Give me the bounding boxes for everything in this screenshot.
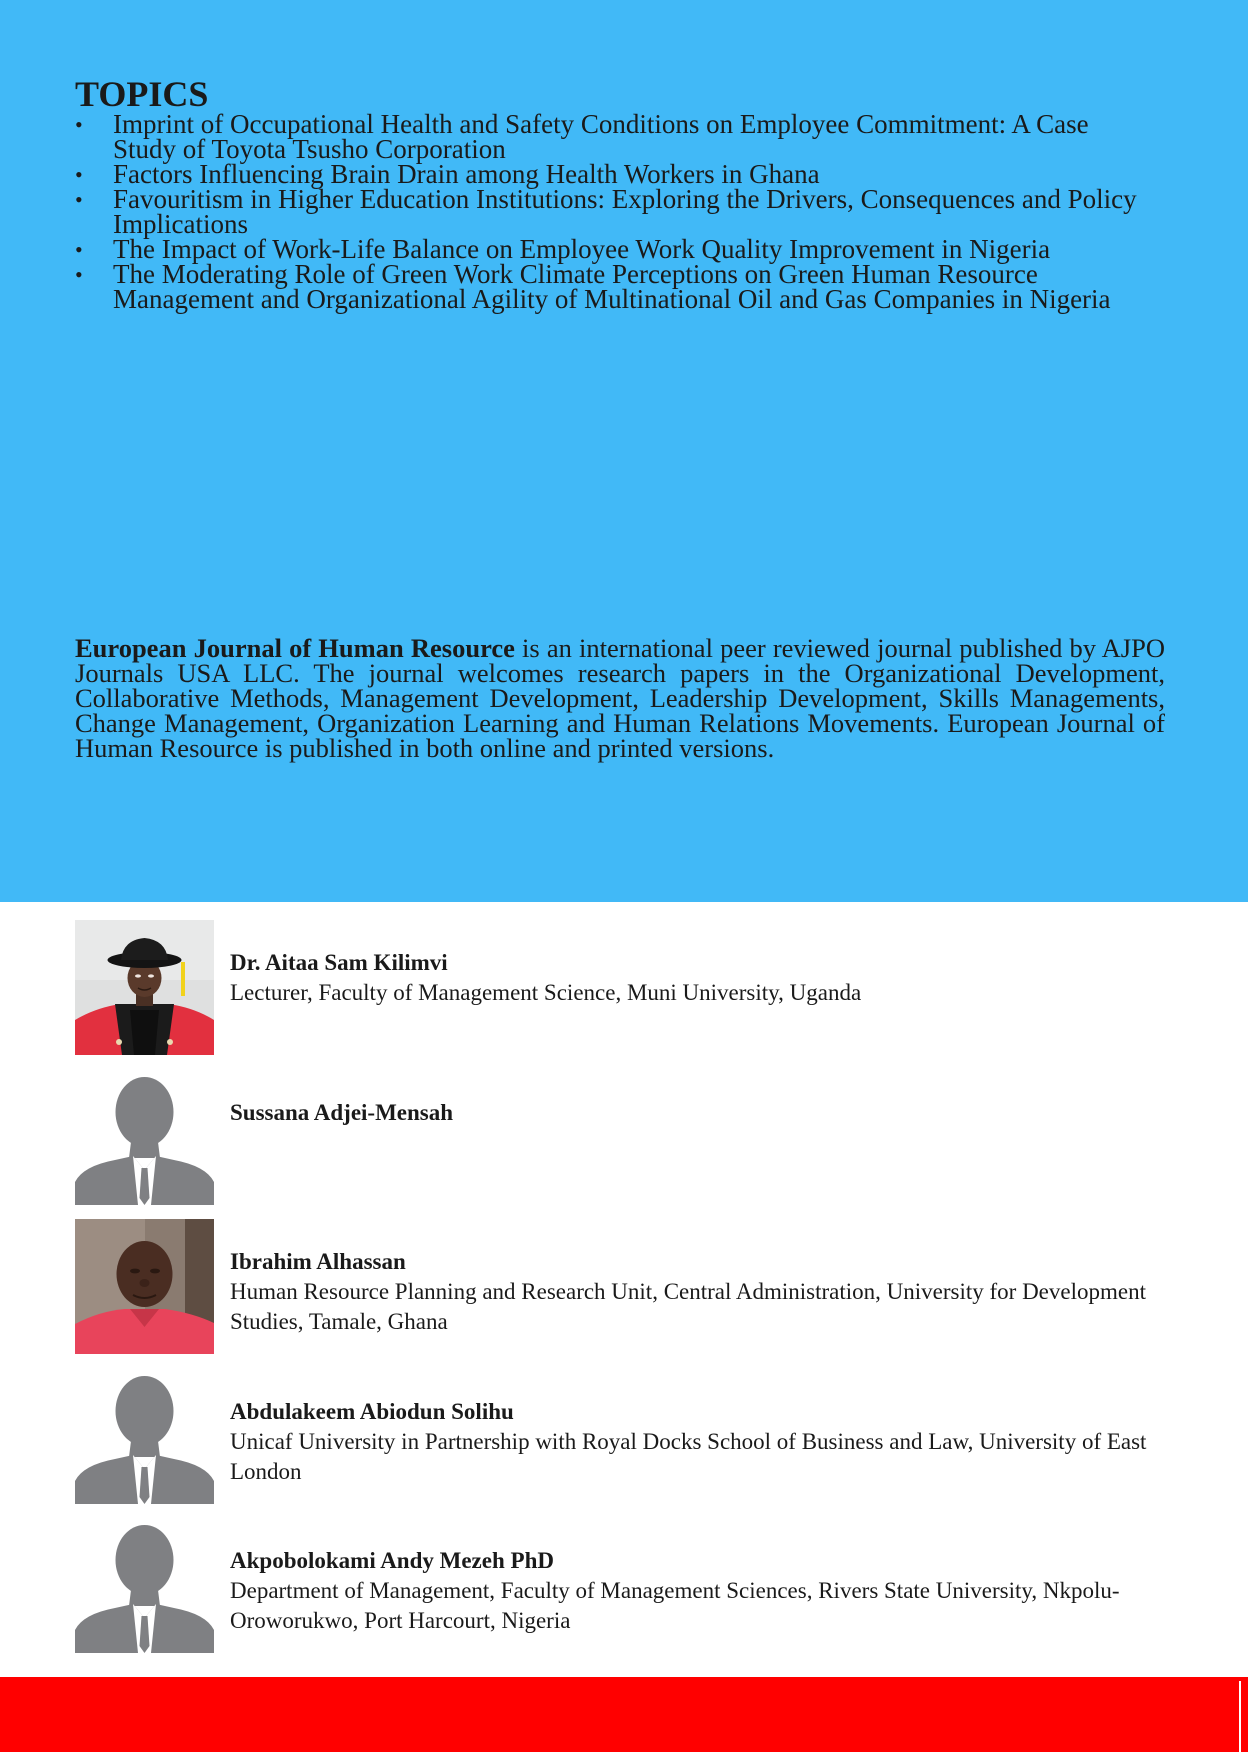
person-silhouette-icon: [75, 1369, 214, 1504]
footer-band: [0, 1677, 1248, 1752]
topic-item: • The Moderating Role of Green Work Climate Perceptions on Green Human Resource Management and Organizational Agility of Multinational Oil and Gas Companies in Nigeria: [75, 259, 1111, 314]
topics-list: [75, 109, 1155, 314]
author-card: [75, 1369, 1175, 1505]
author-photo: [75, 1518, 214, 1653]
author-card: [75, 1518, 1175, 1654]
author-card: [75, 920, 1175, 1056]
journal-description: [75, 633, 1166, 763]
topic-item: • The Impact of Work-Life Balance on Employee Work Quality Improvement in Nigeria: [75, 234, 1051, 264]
author-photo: [75, 920, 214, 1055]
author-info: [230, 1546, 1160, 1636]
topic-item: • Factors Influencing Brain Drain among Health Workers in Ghana: [75, 159, 820, 189]
author-name: Abdulakeem Abiodun Solihu: [230, 1399, 514, 1424]
bullet-icon: •: [75, 112, 83, 137]
graduation-portrait-icon: [75, 920, 214, 1055]
topic-item: • Favouritism in Higher Education Institutions: Exploring the Drivers, Consequences and Policy Implications: [75, 184, 1137, 239]
author-affiliation: Department of Management, Faculty of Management Sciences, Rivers State University, Nkpolu-Oroworukwo, Port Harcourt, Nigeria: [230, 1578, 1120, 1633]
author-card: [75, 1219, 1175, 1355]
journal-description-text: is an international peer reviewed journal published by AJPO Journals USA LLC. The journal welcomes research papers in the Organizational Development, Collaborative Methods, Management Development, Leadership Development, Skills Managements, Change Management, Organization Learning and Human Relations Movements. European Journal of Human Resource is published in both online and printed versions.: [75, 633, 1166, 763]
author-info: [230, 1247, 1160, 1337]
bullet-icon: •: [75, 237, 83, 262]
bullet-icon: •: [75, 187, 83, 212]
author-photo: [75, 1369, 214, 1504]
topic-item: • Imprint of Occupational Health and Safety Conditions on Employee Commitment: A Case Study of Toyota Tsusho Corporation: [75, 109, 1089, 164]
author-affiliation: Lecturer, Faculty of Management Science, Muni University, Uganda: [230, 980, 862, 1005]
bullet-icon: •: [75, 262, 83, 287]
author-name: Ibrahim Alhassan: [230, 1249, 406, 1274]
journal-name: European Journal of Human Resource: [75, 633, 515, 663]
author-photo: [75, 1070, 214, 1205]
bullet-icon: •: [75, 162, 83, 187]
author-photo: [75, 1219, 214, 1354]
person-silhouette-icon: [75, 1070, 214, 1205]
author-info: [230, 1397, 1160, 1487]
red-shirt-portrait-icon: [75, 1219, 214, 1354]
author-name: Sussana Adjei-Mensah: [230, 1100, 454, 1125]
author-card: [75, 1070, 1175, 1206]
topics-heading: TOPICS: [75, 74, 209, 114]
author-info: [230, 1098, 1160, 1128]
person-silhouette-icon: [75, 1518, 214, 1653]
footer-divider: [1239, 1681, 1241, 1752]
author-name: Akpobolokami Andy Mezeh PhD: [230, 1548, 554, 1573]
author-affiliation: Unicaf University in Partnership with Royal Docks School of Business and Law, University of East London: [230, 1429, 1147, 1484]
author-info: [230, 948, 1160, 1008]
author-name: Dr. Aitaa Sam Kilimvi: [230, 950, 448, 975]
author-affiliation: Human Resource Planning and Research Unit, Central Administration, University for Development Studies, Tamale, Ghana: [230, 1279, 1146, 1334]
